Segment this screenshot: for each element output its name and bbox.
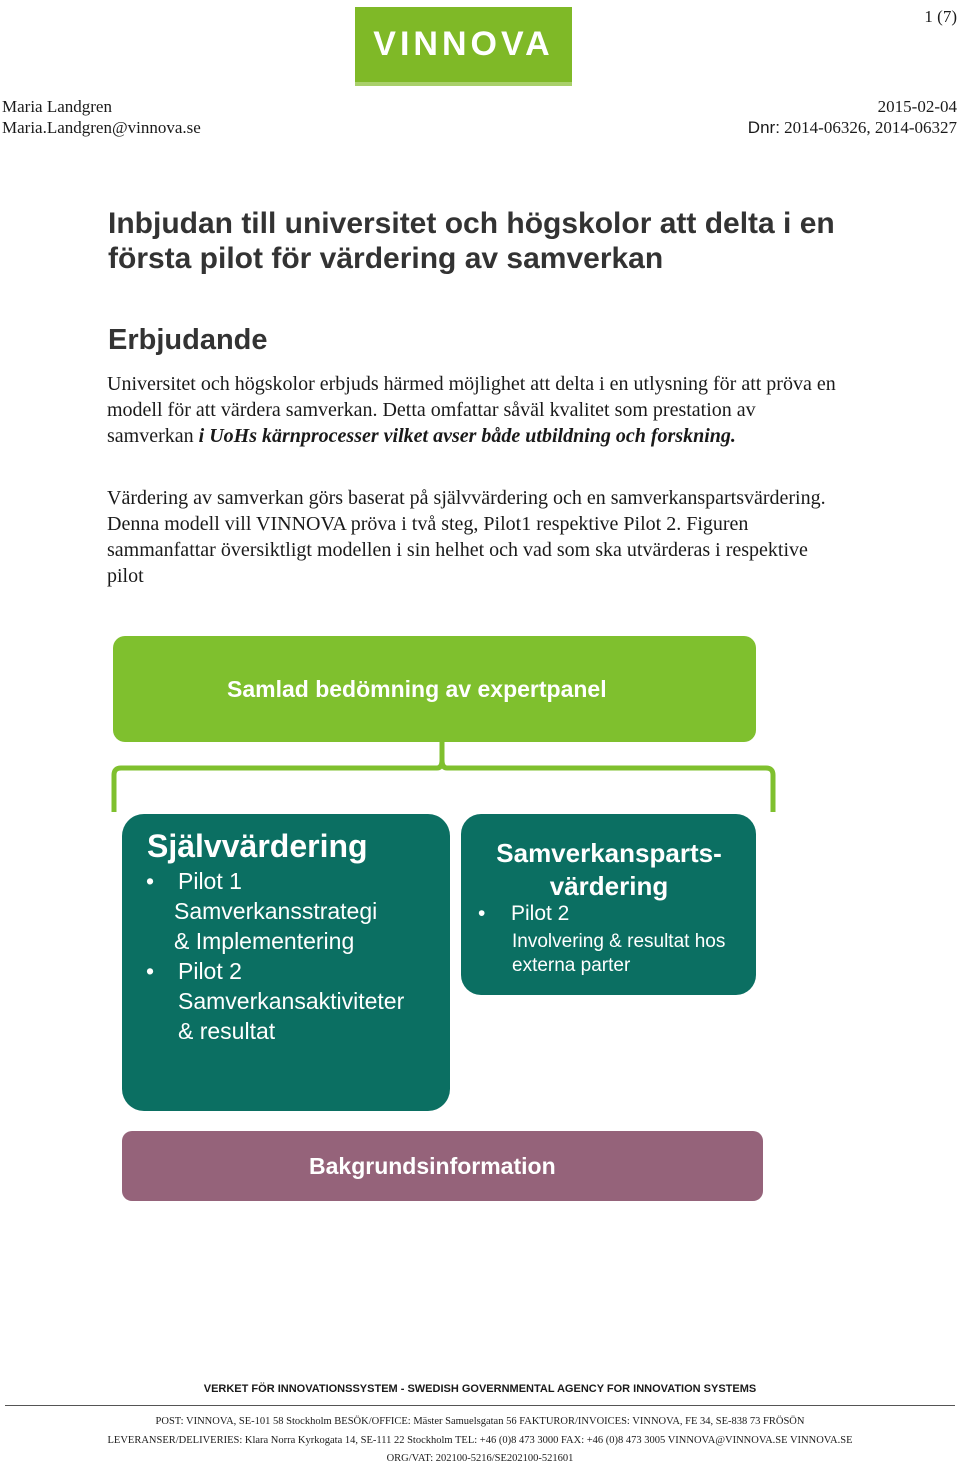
footer-org: ORG/VAT: 202100-5216/SE202100-521601 bbox=[386, 1453, 574, 1464]
partner-assessment-heading bbox=[470, 837, 748, 903]
document-meta bbox=[748, 96, 957, 138]
expert-panel-label: Samlad bedömning av expertpanel bbox=[227, 675, 607, 702]
document-title bbox=[108, 206, 888, 276]
partner-item-2: externa parter bbox=[512, 955, 631, 976]
model-paragraph: Värdering av samverkan görs baserat på självvärdering och en samverkanspartsvärdering. Denna modell vill VINNOVA pröva i två steg, Pilot1 respektive Pilot 2. Figuren sammanfattar översiktligt modellen i sin helhet och vad som ska utvärderas i respektive pilot bbox=[107, 487, 826, 587]
title-line-2: första pilot för värdering av samverkan bbox=[108, 242, 664, 275]
intro-text: Universitet och högskolor erbjuds härmed möjlighet att delta i en utlysning för att pröva en modell för att värdera samverkan. Detta omfattar såväl kvalitet som prestation av samverkan bbox=[107, 373, 836, 447]
intro-end: . bbox=[730, 425, 736, 447]
dnr-value: 2014-06326, 2014-06327 bbox=[779, 118, 957, 137]
footer-agency: VERKET FÖR INNOVATIONSSYSTEM - SWEDISH GOVERNMENTAL AGENCY FOR INNOVATION SYSTEMS bbox=[203, 1383, 757, 1395]
dnr-label: Dnr: bbox=[747, 118, 780, 137]
intro-paragraph bbox=[107, 371, 847, 449]
author-name: Maria Landgren bbox=[2, 97, 112, 116]
pilot1-label: Pilot 1 bbox=[178, 868, 242, 894]
background-info-label: Bakgrundsinformation bbox=[309, 1152, 556, 1179]
bullet-icon: • bbox=[146, 868, 155, 894]
partner-item-1: Involvering & resultat hos bbox=[512, 931, 726, 952]
author-block bbox=[2, 96, 201, 138]
intro-emphasis: i UoHs kärnprocesser vilket avser både utbildning och forskning bbox=[198, 425, 731, 447]
document-dnr bbox=[748, 117, 957, 138]
document-date: 2015-02-04 bbox=[877, 97, 957, 116]
vinnova-logo bbox=[355, 7, 572, 86]
pilot2-item-2: & resultat bbox=[178, 1018, 276, 1044]
footer-divider bbox=[5, 1405, 955, 1406]
partner-pilot2-label: Pilot 2 bbox=[511, 902, 570, 925]
footer-deliveries: LEVERANSER/DELIVERIES: Klara Norra Kyrkogata 14, SE-111 22 Stockholm TEL: +46 (0)8 473 3000 FAX: +46 (0)8 473 3005 VINNOVA@VINNOVA.SE VINNOVA.SE bbox=[107, 1435, 853, 1446]
author-email[interactable]: Maria.Landgren@vinnova.se bbox=[2, 118, 201, 137]
pilot1-item-1: Samverkansstrategi bbox=[174, 898, 378, 924]
logo-text: VINNOVA bbox=[373, 25, 554, 63]
section-heading: Erbjudande bbox=[108, 324, 268, 356]
footer-post: POST: VINNOVA, SE-101 58 Stockholm BESÖK/OFFICE: Mäster Samuelsgatan 56 FAKTUROR/INVOICES: VINNOVA, FE 34, SE-838 73 FRÖSÖN bbox=[155, 1416, 805, 1427]
page-number: 1 (7) bbox=[924, 7, 957, 26]
title-line-1: Inbjudan till universitet och högskolor att delta i en bbox=[108, 207, 835, 240]
pilot2-item-1: Samverkansaktiviteter bbox=[178, 988, 405, 1014]
bullet-icon: • bbox=[478, 902, 486, 925]
pilot1-item-2: & Implementering bbox=[174, 928, 355, 954]
bullet-icon: • bbox=[146, 958, 155, 984]
partner-heading-line-2: värdering bbox=[549, 871, 669, 901]
pilot2-label: Pilot 2 bbox=[178, 958, 242, 984]
partner-heading-line-1: Samverkansparts- bbox=[496, 838, 722, 868]
self-assessment-heading: Självvärdering bbox=[147, 828, 368, 864]
